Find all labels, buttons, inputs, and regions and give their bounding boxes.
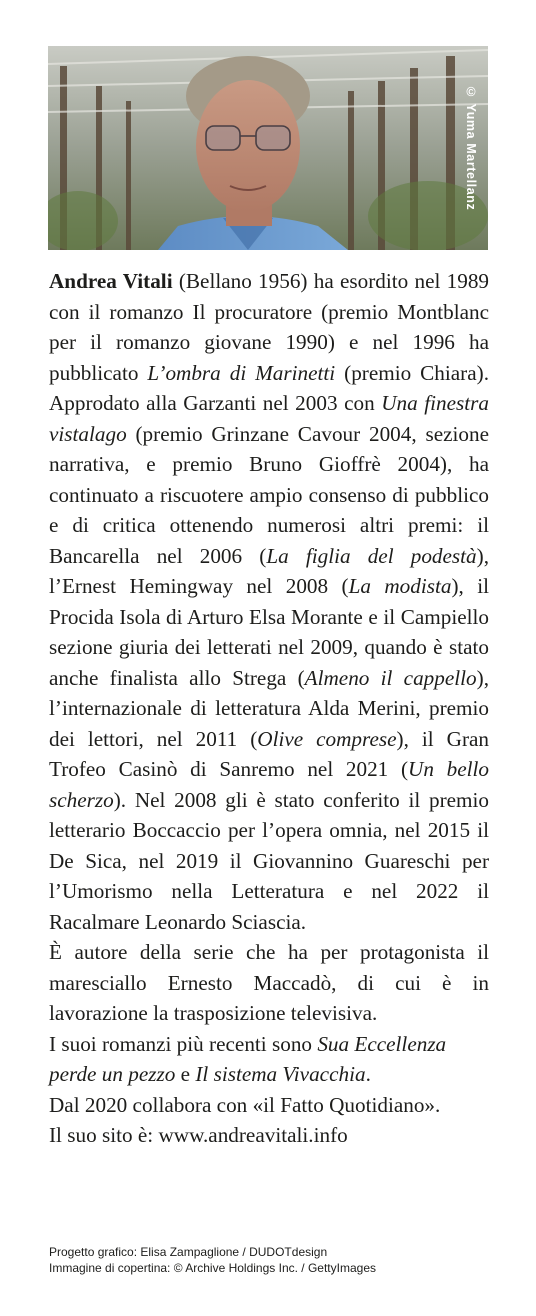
photo-credit: © Yuma Martellanz [464, 85, 478, 211]
design-credit: Progetto grafico: Elisa Zampaglione / DUDOTdesign [49, 1245, 328, 1259]
book-title: La modista [348, 574, 452, 598]
colophon [49, 1244, 519, 1276]
cover-image-credit: Immagine di copertina: © Archive Holdings Inc. / GettyImages [49, 1261, 376, 1275]
bio-paragraph-3: I suoi romanzi più recenti sono Sua Eccellenza perde un pezzo e Il sistema Vivacchia. [49, 1031, 447, 1086]
book-title: Una finestra vistalago [49, 391, 490, 446]
book-title: Il sistema Vivacchia [195, 1062, 366, 1086]
author-portrait-illustration [48, 46, 488, 250]
bio-paragraph-4: Dal 2020 collabora con «il Fatto Quotidiano». [49, 1092, 441, 1117]
bio-website: Il suo sito è: www.andreavitali.info [49, 1123, 348, 1147]
book-title: Almeno il cappello [304, 665, 477, 690]
author-photo [48, 46, 488, 250]
bio-paragraph-2: È autore della serie che ha per protagonista il maresciallo Ernesto Maccadò, di cui è in lavorazione la trasposizione televisiva. [49, 940, 489, 1025]
author-bio [49, 266, 489, 1151]
book-title: La figlia del podestà [266, 543, 477, 568]
author-name: Andrea Vitali [49, 269, 173, 293]
book-title: Olive comprese [257, 726, 397, 751]
book-title: L’ombra di Marinetti [147, 360, 336, 385]
book-title: Un bello scherzo [49, 757, 489, 812]
book-title: Sua Eccellenza perde un pezzo [49, 1031, 447, 1086]
bio-paragraph-1: Andrea Vitali (Bellano 1956) ha esordito nel 1989 con il romanzo Il procuratore (premio Montblanc per il romanzo giovane 1990) e nel 1996 ha pubblicato L’ombra di Marinetti (premio Chiara). Approdato alla Garzanti nel 2003 con Una finestra vistalago (premio Grinzane Cavour 2004, sezione narrativa, e premio Bruno Gioffrè 2004), ha continuato a riscuotere ampio consenso di pubblico e di critica ottenendo numerosi altri premi: il Bancarella nel 2006 (La figlia del podestà), l’Ernest Hemingway nel 2008 (La modista), il Procida Isola di Arturo Elsa Morante e il Campiello sezione giuria dei letterati nel 2009, quando è stato anche finalista allo Strega (Almeno il cappello), l’internazionale di letteratura Alda Merini, premio dei lettori, nel 2011 (Olive comprese), il Gran Trofeo Casinò di Sanremo nel 2021 (Un bello scherzo). Nel 2008 gli è stato conferito il premio letterario Boccaccio per l’opera omnia, nel 2015 il De Sica, nel 2019 il Giovannino Guareschi per l’Umorismo nella Letteratura e nel 2022 il Racalmare Leonardo Sciascia. [49, 269, 490, 934]
